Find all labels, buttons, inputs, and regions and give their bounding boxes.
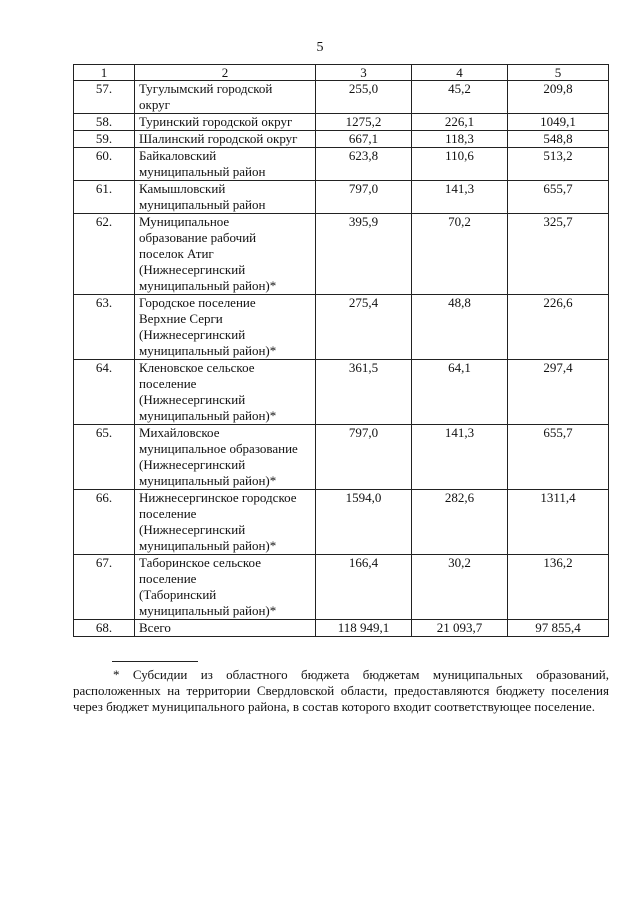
table-row (74, 131, 609, 148)
row-name-line: (Нижнесергинский (139, 457, 246, 472)
page-number: 5 (316, 40, 324, 55)
row-name-cell (135, 81, 316, 114)
table-row (74, 620, 609, 637)
header-cell-5: 5 (508, 65, 609, 81)
table-row (74, 81, 609, 114)
row-value-col4: 48,8 (412, 295, 508, 360)
row-value-col3: 118 949,1 (316, 620, 412, 637)
row-value-col4: 45,2 (412, 81, 508, 114)
row-name-cell (135, 148, 316, 181)
row-value-col3: 1594,0 (316, 490, 412, 555)
row-name-line: Туринский городской округ (139, 114, 293, 129)
subsidy-table (73, 64, 609, 637)
header-cell-4: 4 (412, 65, 508, 81)
row-value-col3: 797,0 (316, 181, 412, 214)
row-name-line: Кленовское сельское (139, 360, 255, 375)
row-name-line: Шалинский городской округ (139, 131, 298, 146)
row-name-line: поселение (139, 506, 197, 521)
row-value-col4: 30,2 (412, 555, 508, 620)
table-row (74, 490, 609, 555)
header-cell-2: 2 (135, 65, 316, 81)
row-number-cell: 64. (74, 360, 135, 425)
table-row (74, 425, 609, 490)
row-number-cell: 65. (74, 425, 135, 490)
row-number-cell: 66. (74, 490, 135, 555)
table-row (74, 114, 609, 131)
row-value-col3: 1275,2 (316, 114, 412, 131)
row-name-line: (Нижнесергинский (139, 262, 246, 277)
row-value-col3: 623,8 (316, 148, 412, 181)
row-value-col4: 70,2 (412, 214, 508, 295)
row-value-col5: 209,8 (508, 81, 609, 114)
row-value-col5: 297,4 (508, 360, 609, 425)
table-header-row (74, 65, 609, 81)
row-name-line: Байкаловский (139, 148, 217, 163)
row-name-line: Всего (139, 620, 171, 635)
row-value-col5: 1311,4 (508, 490, 609, 555)
row-name-line: муниципальный район)* (139, 408, 277, 423)
row-name-line: муниципальный район)* (139, 343, 277, 358)
row-value-col4: 21 093,7 (412, 620, 508, 637)
row-name-line: (Нижнесергинский (139, 392, 246, 407)
row-name-line: (Нижнесергинский (139, 327, 246, 342)
row-name-line: (Нижнесергинский (139, 522, 246, 537)
row-name-cell (135, 131, 316, 148)
row-name-line: поселение (139, 376, 197, 391)
table-row (74, 360, 609, 425)
row-name-line: Михайловское (139, 425, 220, 440)
row-value-col4: 64,1 (412, 360, 508, 425)
row-name-line: Верхние Серги (139, 311, 223, 326)
row-value-col5: 97 855,4 (508, 620, 609, 637)
table-row (74, 181, 609, 214)
row-name-line: Камышловский (139, 181, 226, 196)
row-value-col3: 395,9 (316, 214, 412, 295)
row-name-line: Нижнесергинское городское (139, 490, 297, 505)
row-value-col3: 255,0 (316, 81, 412, 114)
row-value-col5: 226,6 (508, 295, 609, 360)
row-name-line: Муниципальное (139, 214, 230, 229)
row-value-col5: 655,7 (508, 181, 609, 214)
row-name-line: муниципальный район)* (139, 538, 277, 553)
row-value-col4: 118,3 (412, 131, 508, 148)
row-name-line: муниципальное образование (139, 441, 298, 456)
row-value-col3: 797,0 (316, 425, 412, 490)
footnote-text: * Субсидии из областного бюджета бюджетам муниципальных образований, расположенных на территории Свердловской области, предоставляются бюджету поселения через бюджет муниципального района, в состав которого входит соответствующее поселение. (73, 667, 609, 714)
row-name-line: муниципальный район (139, 197, 266, 212)
row-name-cell (135, 181, 316, 214)
row-value-col4: 226,1 (412, 114, 508, 131)
row-name-cell (135, 425, 316, 490)
row-number-cell: 63. (74, 295, 135, 360)
header-cell-1: 1 (74, 65, 135, 81)
row-value-col4: 110,6 (412, 148, 508, 181)
row-name-line: (Таборинский (139, 587, 217, 602)
row-name-cell (135, 490, 316, 555)
row-name-line: муниципальный район (139, 164, 266, 179)
row-value-col5: 325,7 (508, 214, 609, 295)
row-number-cell: 57. (74, 81, 135, 114)
row-name-line: поселок Атиг (139, 246, 214, 261)
row-name-line: муниципальный район)* (139, 473, 277, 488)
row-number-cell: 59. (74, 131, 135, 148)
table-row (74, 295, 609, 360)
row-name-line: Таборинское сельское (139, 555, 261, 570)
row-value-col3: 275,4 (316, 295, 412, 360)
row-value-col5: 548,8 (508, 131, 609, 148)
row-name-line: образование рабочий (139, 230, 257, 245)
row-name-line: поселение (139, 571, 197, 586)
row-name-cell (135, 214, 316, 295)
row-number-cell: 68. (74, 620, 135, 637)
footnote-separator (112, 661, 198, 662)
row-value-col3: 667,1 (316, 131, 412, 148)
row-number-cell: 61. (74, 181, 135, 214)
row-value-col5: 1049,1 (508, 114, 609, 131)
row-name-line: Городское поселение (139, 295, 256, 310)
row-name-cell (135, 360, 316, 425)
row-number-cell: 62. (74, 214, 135, 295)
row-name-cell (135, 295, 316, 360)
row-value-col4: 141,3 (412, 181, 508, 214)
row-name-cell (135, 114, 316, 131)
row-value-col4: 141,3 (412, 425, 508, 490)
table-row (74, 148, 609, 181)
row-value-col4: 282,6 (412, 490, 508, 555)
row-number-cell: 60. (74, 148, 135, 181)
row-value-col5: 136,2 (508, 555, 609, 620)
table-body (74, 65, 609, 637)
row-name-cell (135, 620, 316, 637)
row-name-line: муниципальный район)* (139, 603, 277, 618)
row-value-col5: 655,7 (508, 425, 609, 490)
row-number-cell: 58. (74, 114, 135, 131)
row-number-cell: 67. (74, 555, 135, 620)
table-row (74, 214, 609, 295)
row-name-line: округ (139, 97, 170, 112)
row-value-col3: 361,5 (316, 360, 412, 425)
row-name-line: муниципальный район)* (139, 278, 277, 293)
row-value-col5: 513,2 (508, 148, 609, 181)
table-row (74, 555, 609, 620)
header-cell-3: 3 (316, 65, 412, 81)
row-name-cell (135, 555, 316, 620)
row-name-line: Тугулымский городской (139, 81, 273, 96)
row-value-col3: 166,4 (316, 555, 412, 620)
